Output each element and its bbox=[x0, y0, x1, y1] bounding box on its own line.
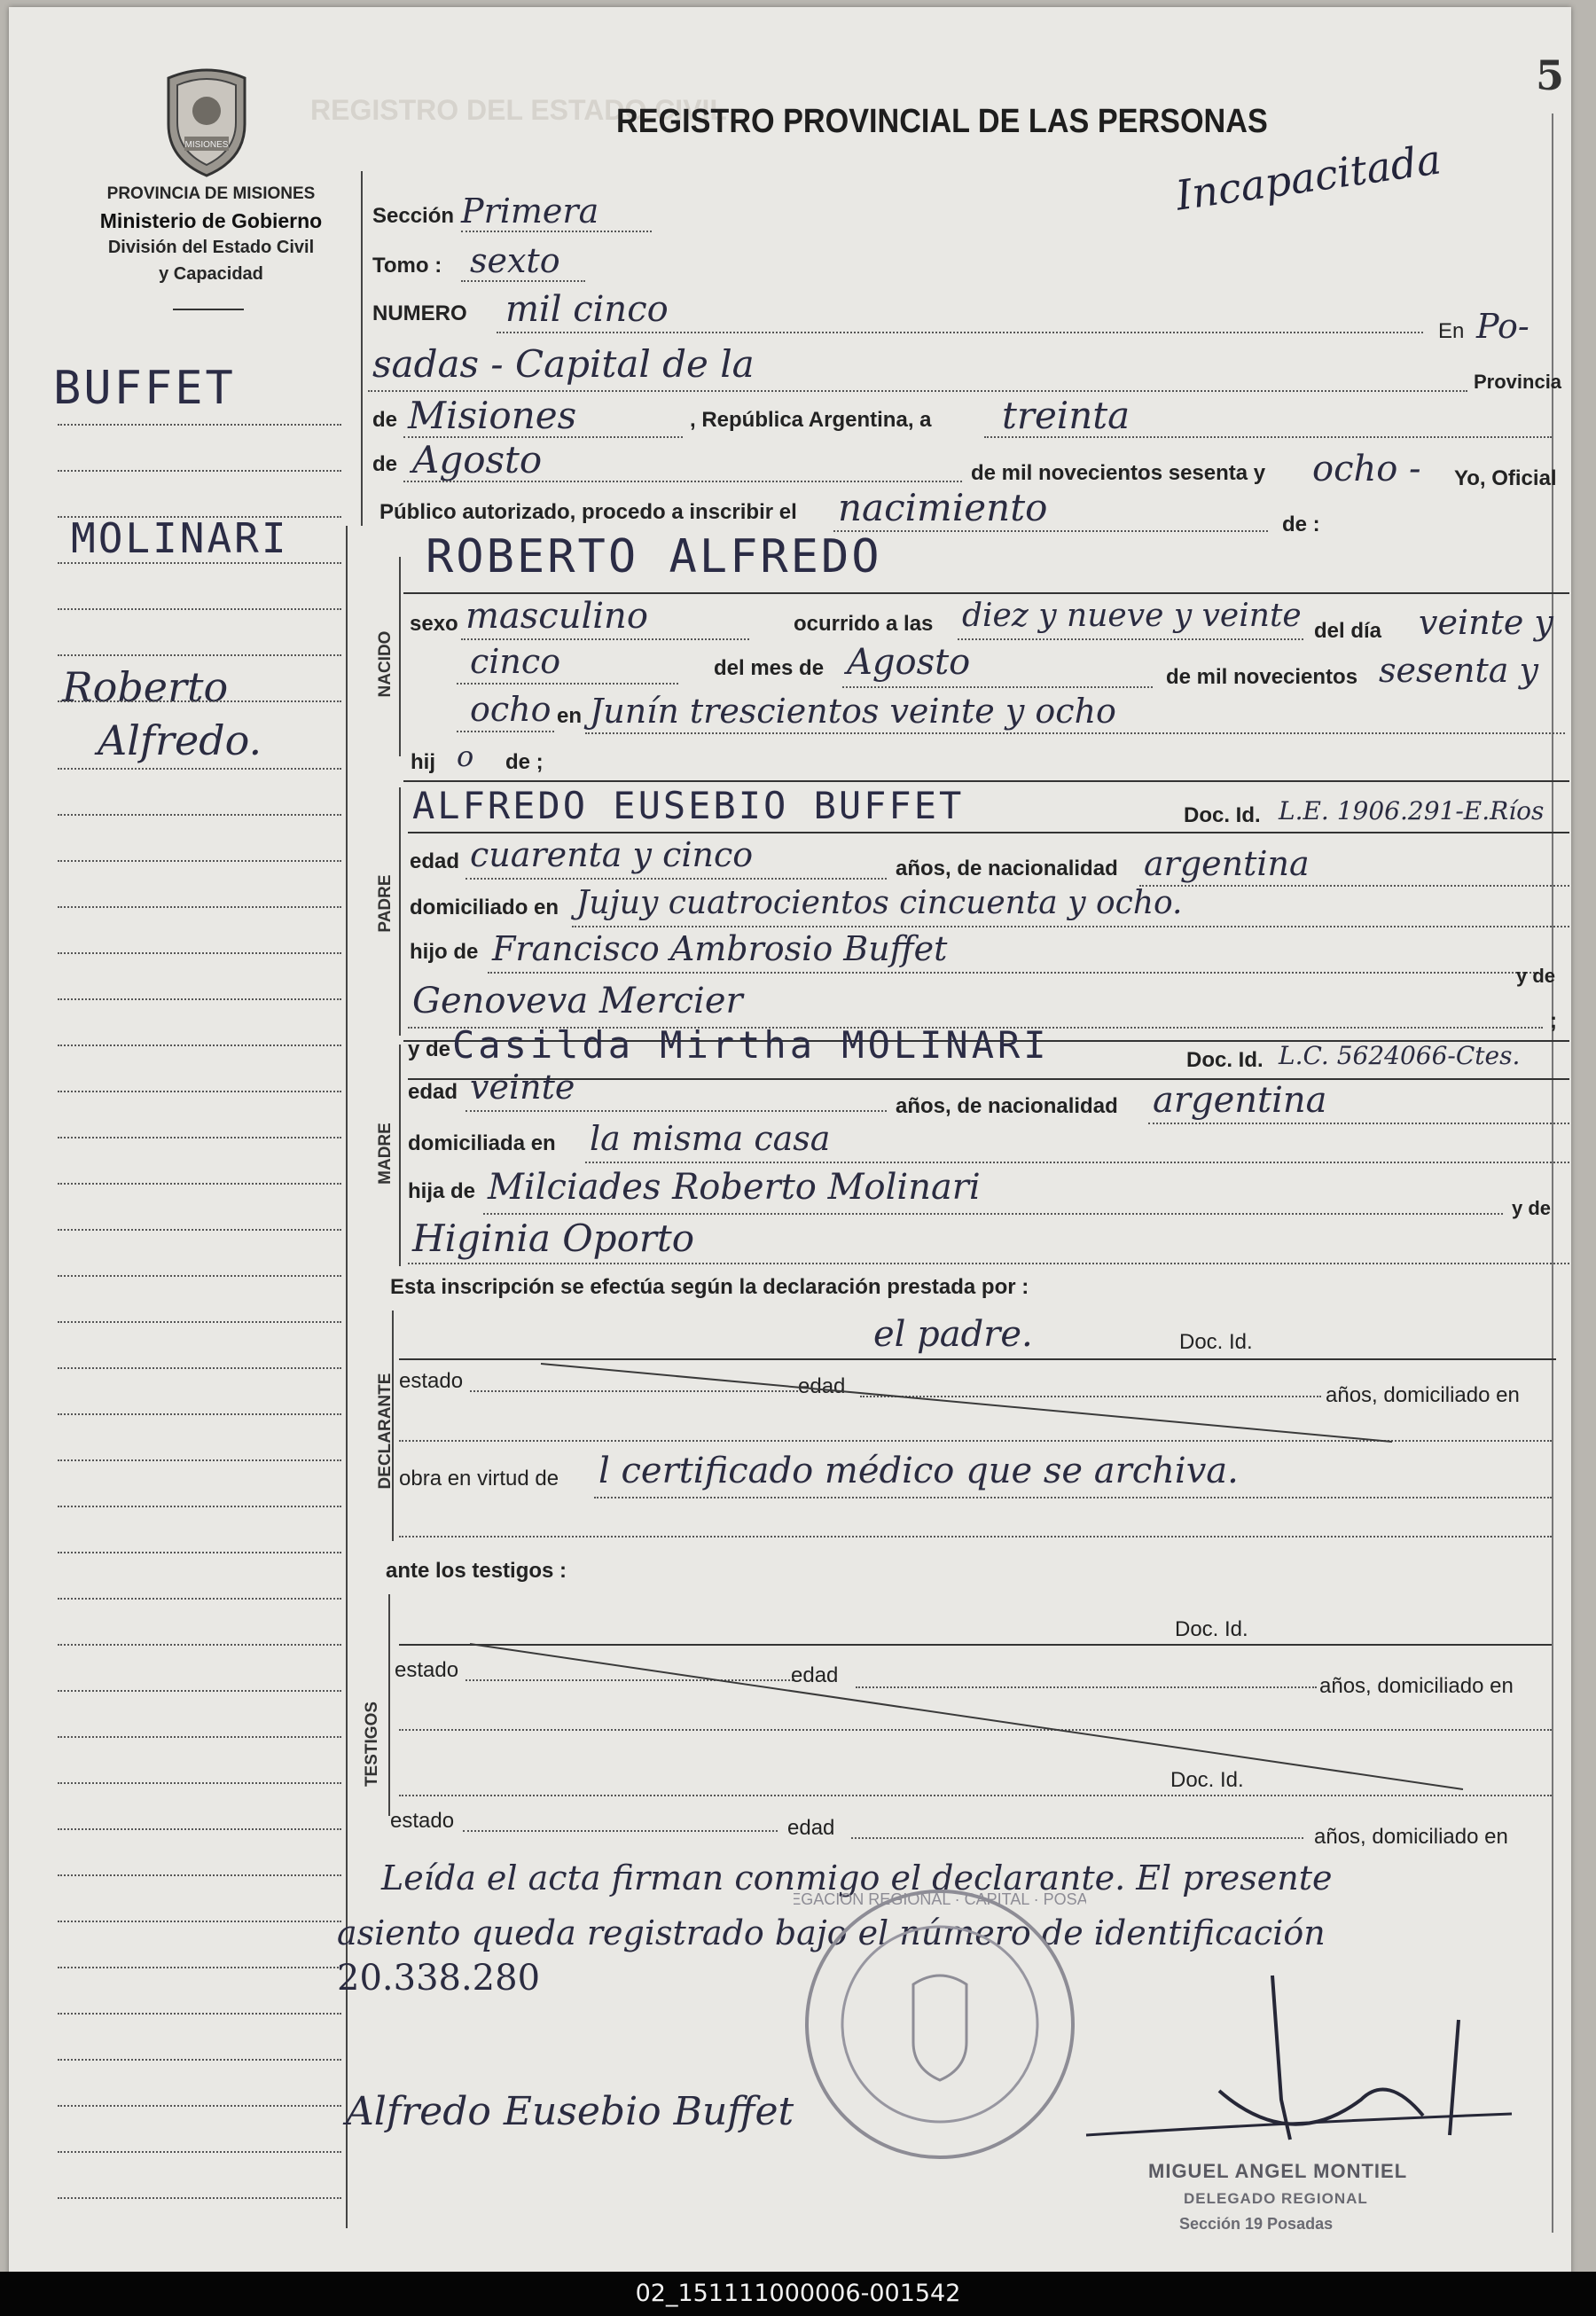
ocurrido-label: ocurrido a las bbox=[794, 612, 934, 636]
faded-title: REGISTRO DEL ESTADO CIVIL bbox=[310, 94, 727, 126]
surname-buffet: BUFFET bbox=[53, 362, 236, 415]
official-stamp bbox=[794, 1878, 1086, 2175]
testigo2-edad-label: edad bbox=[787, 1816, 835, 1840]
padre-section-label: PADRE bbox=[376, 874, 395, 933]
month-value: Agosto bbox=[412, 438, 543, 481]
publico-label: Público autorizado, procedo a inscribir el bbox=[379, 500, 797, 524]
mil-label: de mil novecientos bbox=[1166, 665, 1358, 689]
closing-line-2: asiento queda registrado bajo el número de identificación bbox=[337, 1913, 1326, 1952]
declarante-estado-label: estado bbox=[399, 1369, 464, 1393]
padre-doc-value: L.E. 1906.291-E.Ríos bbox=[1279, 796, 1545, 825]
padre-domicilio-value: Jujuy cuatrocientos cincuenta y ocho. bbox=[576, 885, 1183, 921]
testigo2-doc-label: Doc. Id. bbox=[1170, 1768, 1244, 1792]
dia-value-cont: cinco bbox=[470, 642, 561, 681]
testigo1-doc-label: Doc. Id. bbox=[1175, 1617, 1248, 1641]
official-section: Sección 19 Posadas bbox=[1179, 2215, 1334, 2233]
declarante-section-label: DECLARANTE bbox=[376, 1373, 395, 1490]
hijo-de: de ; bbox=[505, 750, 544, 774]
padre-y-de-label: y de bbox=[1516, 965, 1556, 987]
division-label-2: y Capacidad bbox=[159, 264, 263, 284]
de-colon: de : bbox=[1282, 512, 1320, 536]
padre-domicilio-label: domiciliado en bbox=[410, 896, 559, 919]
obra-label: obra en virtud de bbox=[399, 1467, 559, 1491]
madre-father-value: Milciades Roberto Molinari bbox=[488, 1167, 981, 1208]
given-name-roberto: Roberto bbox=[62, 663, 229, 711]
madre-domicilio-value: la misma casa bbox=[590, 1119, 831, 1158]
nacido-en-label: en bbox=[557, 704, 583, 728]
padre-edad-value: cuarenta y cinco bbox=[470, 835, 754, 874]
padre-doc-label: Doc. Id. bbox=[1184, 803, 1261, 827]
official-title: DELEGADO REGIONAL bbox=[1184, 2190, 1368, 2207]
sexo-value: masculino bbox=[466, 596, 648, 637]
given-name-alfredo: Alfredo. bbox=[98, 716, 262, 764]
file-id-label: 02_151111000006-001542 bbox=[635, 2280, 961, 2307]
sexo-label: sexo bbox=[410, 612, 458, 636]
file-id-bar bbox=[0, 2272, 1596, 2316]
hijo-label: hij bbox=[411, 750, 435, 774]
oficial-label: Yo, Oficial bbox=[1454, 466, 1557, 490]
annotation-top: Incapacitada bbox=[1172, 135, 1444, 220]
en-value: Po- bbox=[1476, 307, 1530, 346]
hijo-suffix: o bbox=[457, 739, 474, 773]
obra-value: l certificado médico que se archiva. bbox=[598, 1451, 1239, 1491]
tomo-value: sexto bbox=[470, 241, 560, 280]
padre-nacionalidad-label: años, de nacionalidad bbox=[896, 857, 1118, 880]
madre-edad-value: veinte bbox=[470, 1068, 575, 1107]
testigo1-estado-label: estado bbox=[395, 1658, 459, 1682]
mother-name: Casilda Mirtha MOLINARI bbox=[452, 1023, 1050, 1067]
numero-value: mil cinco bbox=[505, 289, 669, 330]
hour-value: diez y nueve y veinte bbox=[962, 598, 1302, 634]
official-name: MIGUEL ANGEL MONTIEL bbox=[1148, 2160, 1408, 2182]
declarant-signature: Alfredo Eusebio Buffet bbox=[346, 2089, 794, 2134]
numero-label: NUMERO bbox=[372, 301, 467, 325]
madre-nacionalidad-value: argentina bbox=[1153, 1080, 1327, 1121]
father-name: ALFREDO EUSEBIO BUFFET bbox=[412, 784, 965, 827]
declarante-anos-label: años, domiciliado en bbox=[1326, 1383, 1520, 1407]
nacido-section-label: NACIDO bbox=[376, 630, 395, 698]
mes-label: del mes de bbox=[714, 656, 825, 680]
page-number: 5 bbox=[1536, 51, 1565, 99]
madre-section-label: MADRE bbox=[376, 1123, 395, 1185]
padre-edad-label: edad bbox=[410, 849, 460, 873]
testigo2-estado-label: estado bbox=[390, 1809, 455, 1833]
tomo-label: Tomo : bbox=[372, 254, 442, 278]
identification-number: 20.338.280 bbox=[337, 1958, 541, 1999]
day-value: treinta bbox=[1002, 394, 1130, 437]
year-cont: ocho bbox=[470, 690, 552, 729]
en-label: En bbox=[1438, 319, 1465, 343]
declarante-value: el padre. bbox=[873, 1314, 1033, 1355]
testigo1-anos-label: años, domiciliado en bbox=[1319, 1674, 1514, 1698]
madre-doc-value: L.C. 5624066-Ctes. bbox=[1279, 1041, 1521, 1070]
padre-semicolon: ; bbox=[1550, 1009, 1557, 1033]
place-continuation: sadas - Capital de la bbox=[372, 342, 755, 386]
madre-y-de-label2: y de bbox=[1512, 1197, 1552, 1219]
testigo1-edad-label: edad bbox=[791, 1663, 839, 1687]
province-value: Misiones bbox=[408, 394, 577, 437]
padre-hijo-de-label: hijo de bbox=[410, 940, 479, 964]
testigos-section-label: TESTIGOS bbox=[363, 1701, 381, 1788]
child-name: ROBERTO ALFREDO bbox=[426, 530, 882, 583]
declarante-doc-label: Doc. Id. bbox=[1179, 1330, 1253, 1354]
de-label: de bbox=[372, 408, 398, 432]
provincia-label: Provincia bbox=[1474, 371, 1562, 393]
madre-hija-de-label: hija de bbox=[408, 1179, 476, 1203]
division-label: División del Estado Civil bbox=[107, 238, 315, 257]
padre-nacionalidad-value: argentina bbox=[1144, 844, 1310, 883]
padre-mother-value: Genoveva Mercier bbox=[412, 981, 743, 1021]
declarante-intro: Esta inscripción se efectúa según la declaración prestada por : bbox=[390, 1275, 1029, 1299]
svg-text:DELEGACION REGIONAL · CAPITAL: EGACION REGIONAL · CAPITAL · POSA bbox=[794, 1890, 1086, 1908]
official-signature-mark bbox=[1068, 1967, 1530, 2171]
testigos-intro: ante los testigos : bbox=[386, 1559, 567, 1583]
padre-father-value: Francisco Ambrosio Buffet bbox=[492, 929, 948, 968]
dia-label: del día bbox=[1314, 619, 1382, 643]
seccion-value: Primera bbox=[461, 192, 599, 231]
madre-nacionalidad-label: años, de nacionalidad bbox=[896, 1094, 1118, 1118]
declarante-edad-label: edad bbox=[798, 1374, 846, 1398]
madre-mother-value: Higinia Oporto bbox=[412, 1217, 695, 1260]
birthplace-value: Junín trescientos veinte y ocho bbox=[590, 692, 1116, 731]
republica-label: , República Argentina, a bbox=[690, 408, 932, 432]
mes-value: Agosto bbox=[847, 642, 971, 683]
madre-doc-label: Doc. Id. bbox=[1186, 1048, 1264, 1072]
madre-y-de-label: y de bbox=[408, 1037, 451, 1061]
ministry-label: Ministerio de Gobierno bbox=[99, 209, 323, 232]
dia-value: veinte y bbox=[1419, 603, 1553, 642]
year-value: ocho - bbox=[1312, 449, 1421, 489]
year-label: de mil novecientos sesenta y bbox=[971, 461, 1266, 485]
madre-domicilio-label: domiciliada en bbox=[408, 1131, 556, 1155]
testigo2-anos-label: años, domiciliado en bbox=[1314, 1825, 1508, 1849]
de-label-2: de bbox=[372, 452, 398, 476]
document-page bbox=[9, 7, 1571, 2277]
mil-value: sesenta y bbox=[1379, 651, 1538, 690]
closing-line-1: Leída el acta firman conmigo el declarante. El presente bbox=[381, 1858, 1333, 1897]
madre-edad-label: edad bbox=[408, 1080, 458, 1104]
surname-molinari: MOLINARI bbox=[71, 514, 289, 562]
document-title: REGISTRO PROVINCIAL DE LAS PERSONAS bbox=[616, 103, 1268, 140]
svg-text:MISIONES: MISIONES bbox=[184, 140, 229, 150]
province-label: PROVINCIA DE MISIONES bbox=[106, 184, 316, 203]
act-value: nacimiento bbox=[838, 486, 1048, 529]
seccion-label: Sección bbox=[372, 204, 455, 228]
